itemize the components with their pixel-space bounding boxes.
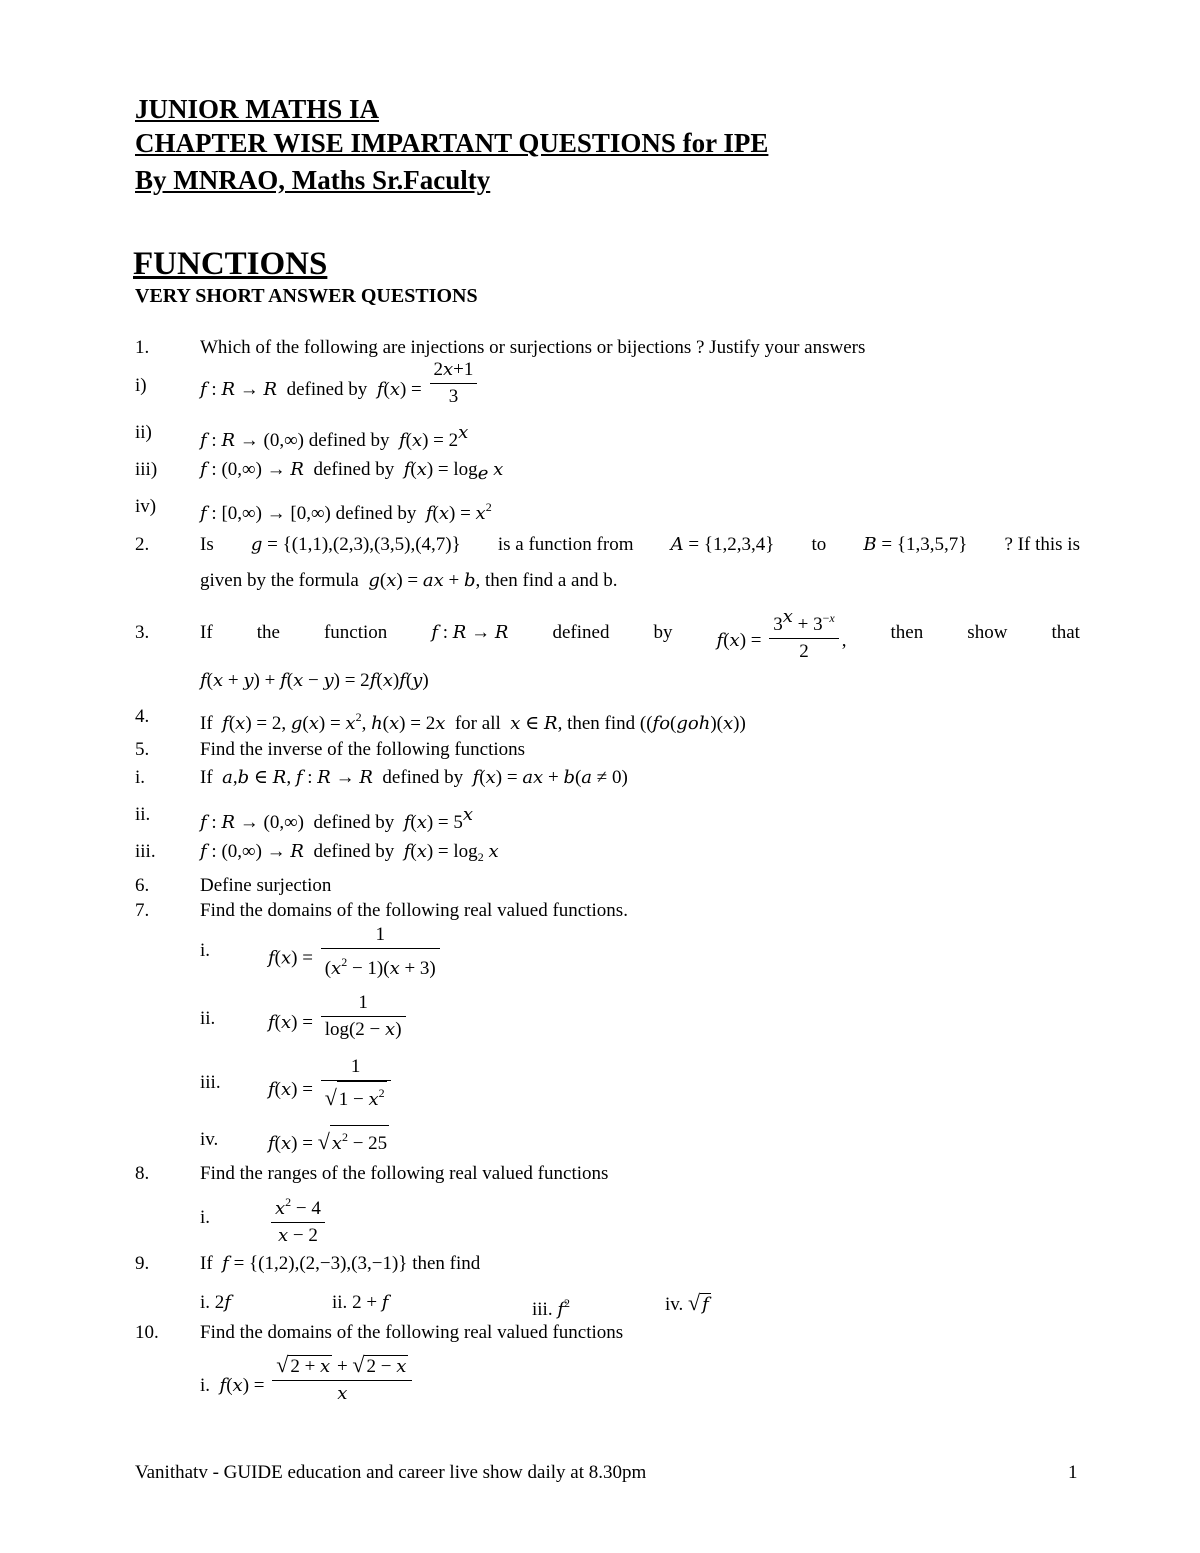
part-label: i. bbox=[135, 767, 146, 788]
question-text: If f = {(1,2),(2,−3),(3,−1)} then find bbox=[200, 1253, 481, 1274]
question-8 bbox=[0, 1159, 1200, 1189]
question-number: 6. bbox=[135, 875, 150, 896]
question-8-part-i bbox=[0, 1195, 1200, 1246]
math-expression: f(x) = $\frac{1}{(x^2 - 1)(x + 3)}$ bbox=[268, 936, 443, 982]
question-number: 1. bbox=[135, 337, 150, 358]
question-text: Define surjection bbox=[200, 875, 332, 896]
question-2-line-2 bbox=[0, 566, 1200, 596]
page-number: 1 bbox=[1068, 1462, 1078, 1483]
part-label: iv) bbox=[135, 496, 157, 517]
question-1-part-iii bbox=[0, 455, 1200, 485]
math-expression: f : (0,∞) → R defined by $f(x) = \log_e x$ bbox=[200, 459, 504, 484]
question-number: 4. bbox=[135, 706, 150, 727]
section-title: FUNCTIONS bbox=[133, 246, 328, 282]
section-subtitle: VERY SHORT ANSWER QUESTIONS bbox=[135, 285, 478, 307]
math-expression: If a,b ∈ R, f : R → R defined by f(x) = ax + b(a ≠ 0) bbox=[200, 767, 628, 788]
part-label: i. bbox=[200, 940, 211, 961]
question-text: Find the inverse of the following functions bbox=[200, 739, 526, 760]
question-number: 10. bbox=[135, 1322, 159, 1343]
part-label: i) bbox=[135, 375, 147, 396]
question-9 bbox=[0, 1249, 1200, 1279]
question-text: Which of the following are injections or surjections or bijections ? Justify your answers bbox=[200, 337, 866, 358]
question-1-part-iv bbox=[0, 492, 1200, 522]
math-expression: $\frac{x^2 - 4}{x - 2}$ bbox=[268, 1203, 328, 1249]
question-text: Find the domains of the following real valued functions. bbox=[200, 900, 628, 921]
question-text: Is g = {(1,1),(2,3),(3,5),(4,7)} is a function from A = {1,2,3,4} to B = {1,3,5,7} ? If this is bbox=[200, 534, 1080, 555]
part-label: iii. bbox=[135, 841, 156, 862]
math-expression: f : R → R defined by f(x) = $\frac{2x+1}{3}$ bbox=[200, 371, 480, 410]
math-expression: f : (0,∞) → R defined by $f(x) = \log_2 x$ bbox=[200, 841, 499, 864]
math-expression: f(x) = $\frac{1}{√ 1 - x^2}$ bbox=[268, 1068, 394, 1113]
question-7-part-i bbox=[0, 924, 1200, 979]
page-footer: Vanithatv - GUIDE education and career live show daily at 8.30pm bbox=[135, 1462, 647, 1483]
part-label: iii. bbox=[200, 1072, 221, 1093]
question-10-part-i bbox=[0, 1352, 1200, 1404]
question-10 bbox=[0, 1318, 1200, 1348]
question-text: If f(x) = 2, $g(x) = x^2$, h(x) = 2x for all x ∈ R, then find ((fo(goh)(x)) bbox=[200, 710, 746, 734]
math-expression: f : R → (0,∞) defined by $f(x) = 5^x$ bbox=[200, 804, 474, 833]
question-7-part-ii bbox=[0, 992, 1200, 1040]
question-number: 5. bbox=[135, 739, 150, 760]
part-label: iv. bbox=[200, 1129, 219, 1150]
part-label: i. bbox=[200, 1207, 211, 1228]
math-expression: i. f(x) = $\frac{√ 2 + x + √ 2 - x}{x}$ bbox=[200, 1366, 415, 1407]
part-label: iii) bbox=[135, 459, 158, 480]
question-number: 7. bbox=[135, 900, 150, 921]
question-4 bbox=[0, 702, 1200, 732]
doc-subtitle: CHAPTER WISE IMPARTANT QUESTIONS for IPE bbox=[135, 128, 769, 158]
question-2 bbox=[0, 530, 1200, 560]
question-text: If the function f : R → R defined by f(x) = $\frac{3^x + 3^{-x}}{2}$ , then show that bbox=[200, 606, 1080, 662]
part-label: ii. bbox=[200, 1008, 216, 1029]
math-expression: f : [0,∞) → [0,∞) defined by $f(x) = x^2$ bbox=[200, 500, 492, 524]
question-1-part-ii bbox=[0, 418, 1200, 451]
question-1-part-i bbox=[0, 359, 1200, 407]
math-expression: f(x) = $\frac{1}{\log(2 - x)}$ bbox=[268, 1004, 409, 1043]
question-7-part-iii bbox=[0, 1056, 1200, 1110]
question-3 bbox=[0, 606, 1200, 662]
question-number: 9. bbox=[135, 1253, 150, 1274]
doc-author: By MNRAO, Maths Sr.Faculty bbox=[135, 165, 491, 195]
question-1 bbox=[0, 333, 1200, 363]
part-label: ii) bbox=[135, 422, 152, 443]
question-7-part-iv bbox=[0, 1125, 1200, 1155]
part-label: ii. bbox=[135, 804, 151, 825]
question-text: Find the ranges of the following real valued functions bbox=[200, 1163, 609, 1184]
question-5-part-ii bbox=[0, 800, 1200, 833]
question-text: Find the domains of the following real valued functions bbox=[200, 1322, 624, 1343]
question-number: 8. bbox=[135, 1163, 150, 1184]
question-number: 3. bbox=[135, 622, 150, 643]
question-5 bbox=[0, 735, 1200, 765]
question-text: given by the formula g(x) = ax + b, then find a and b. bbox=[200, 570, 618, 591]
math-expression: f(x) = √ $x^2 - 25$ bbox=[268, 1125, 389, 1159]
math-expression: f(x + y) + f(x − y) = 2f(x)f(y) bbox=[200, 670, 429, 691]
doc-title: JUNIOR MATHS IA bbox=[135, 94, 380, 124]
question-3-line-2 bbox=[0, 666, 1200, 696]
question-7 bbox=[0, 896, 1200, 926]
question-5-part-i bbox=[0, 763, 1200, 793]
question-number: 2. bbox=[135, 534, 150, 555]
question-9-parts: i. 2f ii. 2 + f iii. $f^2$ iv. √ f bbox=[200, 1290, 709, 1320]
math-expression: f : R → (0,∞) defined by $f(x) = 2^x$ bbox=[200, 422, 469, 451]
question-5-part-iii bbox=[0, 837, 1200, 867]
